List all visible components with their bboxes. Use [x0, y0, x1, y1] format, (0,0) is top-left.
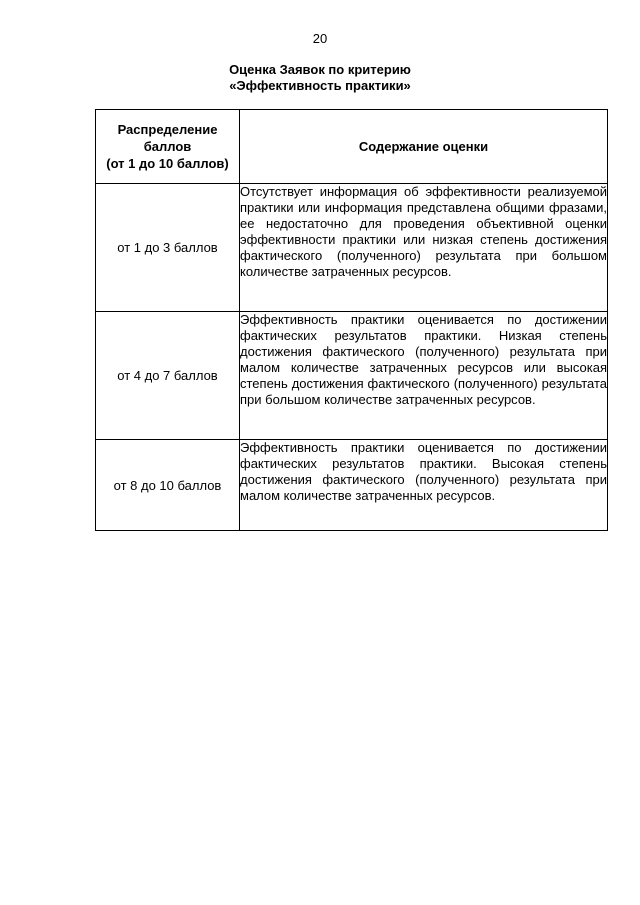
- description-cell: Эффективность практики оценивается по достижении фактических результатов практики. Низкая степень достижения фактического (полученного) результата при малом количестве затраченных ресурсов или высокая степень достижения фактического (полученного) результата при большом количестве затраченных ресурсов.: [240, 312, 608, 440]
- description-cell: Эффективность практики оценивается по достижении фактических результатов практики. Высокая степень достижения фактического (полученного) результата при малом количестве затраченных ресурсов.: [240, 440, 608, 531]
- header-score-line-2: баллов: [143, 139, 192, 154]
- title-line-2: «Эффективность практики»: [229, 78, 411, 93]
- score-range-cell: от 4 до 7 баллов: [96, 312, 240, 440]
- table-row: [96, 440, 608, 531]
- table-row: [96, 312, 608, 440]
- page-number: 20: [312, 31, 328, 46]
- score-range-cell: от 1 до 3 баллов: [96, 184, 240, 312]
- description-cell: Отсутствует информация об эффективности реализуемой практики или информация представлена общими фразами, ее недостаточно для проведения объективной оценки эффективности практики или низкая степень достижения фактического (полученного) результата при большом количестве затраченных ресурсов.: [240, 184, 608, 312]
- table-row: [96, 184, 608, 312]
- table-header-row: [96, 110, 608, 184]
- score-range-cell: от 8 до 10 баллов: [96, 440, 240, 531]
- title-line-1: Оценка Заявок по критерию: [229, 62, 411, 77]
- header-content: Содержание оценки: [240, 110, 608, 184]
- header-score-line-1: Распределение: [117, 122, 218, 137]
- header-score-line-3: (от 1 до 10 баллов): [106, 156, 229, 171]
- header-score-distribution: [96, 110, 240, 184]
- criteria-table: [95, 109, 608, 531]
- document-title: [0, 62, 640, 94]
